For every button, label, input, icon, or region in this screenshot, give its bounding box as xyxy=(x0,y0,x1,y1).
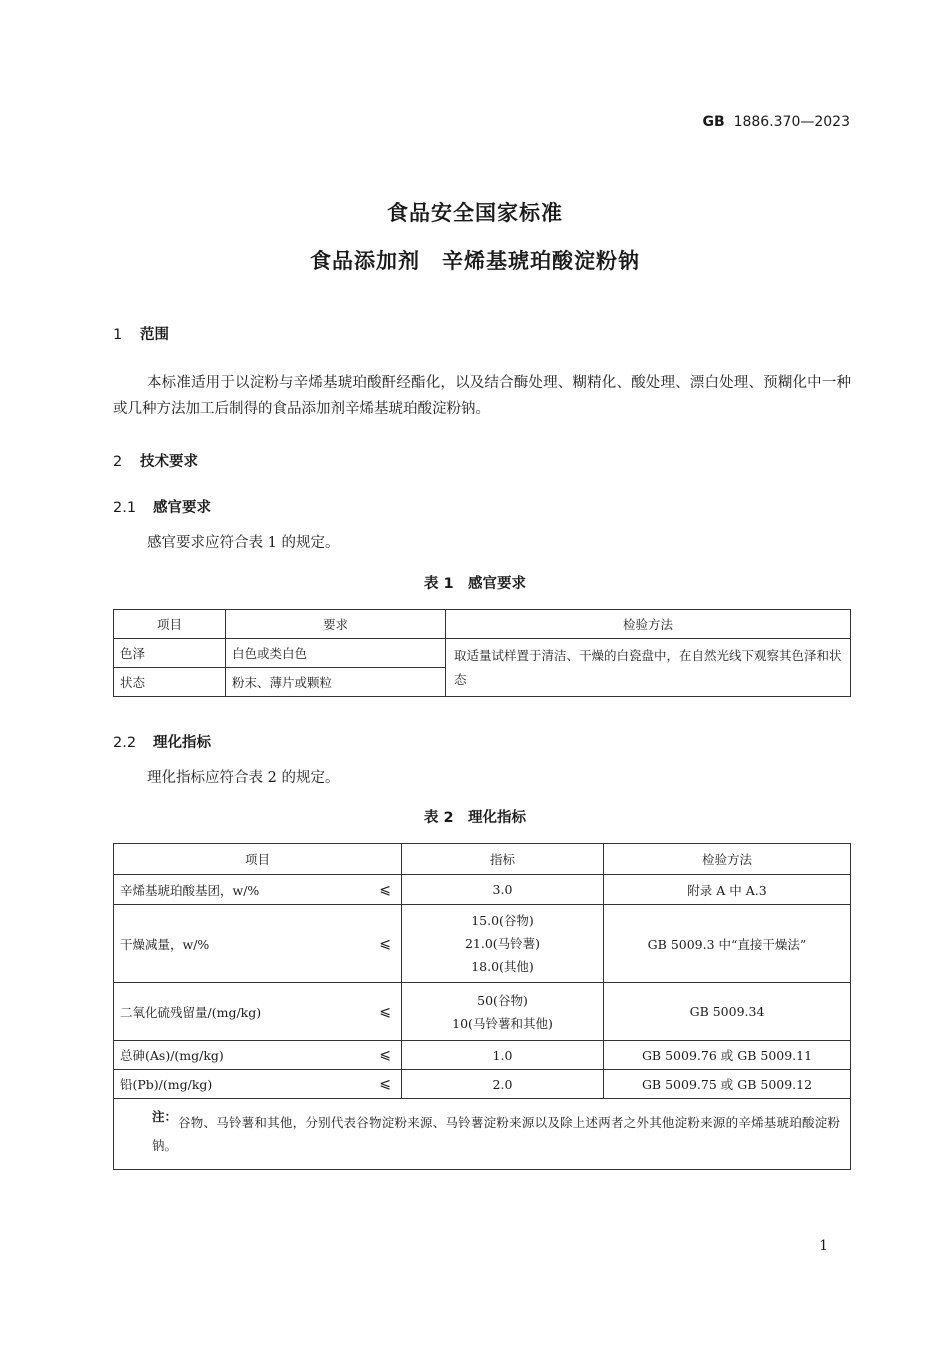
table-row xyxy=(114,639,851,668)
standard-prefix: GB xyxy=(702,114,725,130)
method-cell: GB 5009.76 或 GB 5009.11 xyxy=(604,1041,851,1070)
item-cell xyxy=(114,875,402,905)
less-equal-symbol: ⩽ xyxy=(379,935,391,952)
table-note-row xyxy=(114,1099,851,1170)
item-cell xyxy=(114,905,402,983)
section-title: 范围 xyxy=(140,327,169,343)
value-line: 15.0(谷物) xyxy=(471,913,534,928)
column-header: 要求 xyxy=(226,610,446,639)
value-line: 18.0(其他) xyxy=(471,959,534,974)
value-cell: 2.0 xyxy=(402,1070,604,1099)
section-2-heading xyxy=(113,450,198,471)
less-equal-symbol: ⩽ xyxy=(379,1003,391,1020)
table-row xyxy=(114,905,851,983)
note-label: 注： xyxy=(152,1109,178,1124)
section-2-2-heading xyxy=(113,731,211,752)
value-cell xyxy=(402,983,604,1041)
scope-paragraph: 本标准适用于以淀粉与辛烯基琥珀酸酐经酯化，以及结合酶处理、糊精化、酸处理、漂白处理、预糊化中一种或几种方法加工后制得的食品添加剂辛烯基琥珀酸淀粉钠。 xyxy=(113,375,851,417)
column-header: 检验方法 xyxy=(446,610,851,639)
less-equal-symbol: ⩽ xyxy=(379,881,391,898)
method-cell: 取适量试样置于清洁、干燥的白瓷盘中，在自然光线下观察其色泽和状态 xyxy=(446,639,851,697)
section-number: 2.1 xyxy=(113,500,137,516)
physicochemical-table xyxy=(113,843,851,1170)
value-cell: 1.0 xyxy=(402,1041,604,1070)
standard-number: 1886.370—2023 xyxy=(733,114,850,130)
physchem-paragraph: 理化指标应符合表 2 的规定。 xyxy=(147,770,340,786)
sensory-paragraph: 感官要求应符合表 1 的规定。 xyxy=(147,535,340,551)
requirement-cell: 白色或类白色 xyxy=(226,639,446,668)
table-header-row xyxy=(114,844,851,875)
value-line: 10(马铃薯和其他) xyxy=(452,1015,553,1031)
section-title: 理化指标 xyxy=(153,735,211,751)
table-header-row xyxy=(114,610,851,639)
section-number: 2.2 xyxy=(113,735,137,751)
column-header: 项目 xyxy=(114,844,402,875)
sensory-table xyxy=(113,609,851,697)
less-equal-symbol: ⩽ xyxy=(379,1047,391,1063)
item-label: 干燥减量，w/% xyxy=(120,936,210,952)
item-cell xyxy=(114,1070,402,1099)
table-note xyxy=(114,1099,851,1170)
method-cell: GB 5009.3 中“直接干燥法” xyxy=(604,905,851,983)
table-row xyxy=(114,1070,851,1099)
item-label: 铅(Pb)/(mg/kg) xyxy=(120,1077,213,1092)
column-header: 指标 xyxy=(402,844,604,875)
less-equal-symbol: ⩽ xyxy=(379,1076,391,1092)
table-2-caption: 表 2 理化指标 xyxy=(423,810,527,826)
note-text: 谷物、马铃薯和其他，分别代表谷物淀粉来源、马铃薯淀粉来源以及除上述两者之外其他淀粉来源的辛烯基琥珀酸淀粉钠。 xyxy=(152,1115,840,1153)
table-row xyxy=(114,1041,851,1070)
item-label: 辛烯基琥珀酸基团，w/% xyxy=(120,882,260,898)
section-title: 感官要求 xyxy=(153,500,211,516)
method-cell: GB 5009.75 或 GB 5009.12 xyxy=(604,1070,851,1099)
value-cell xyxy=(402,905,604,983)
column-header: 检验方法 xyxy=(604,844,851,875)
item-cell xyxy=(114,983,402,1041)
item-label: 二氧化硫残留量/(mg/kg) xyxy=(120,1004,262,1020)
table-row xyxy=(114,983,851,1041)
item-label: 总砷(As)/(mg/kg) xyxy=(120,1048,224,1063)
section-2-1-heading xyxy=(113,496,211,517)
section-number: 2 xyxy=(113,454,123,470)
item-cell: 状态 xyxy=(114,668,226,697)
table-1-caption: 表 1 感官要求 xyxy=(423,576,527,592)
requirement-cell: 粉末、薄片或颗粒 xyxy=(226,668,446,697)
section-number: 1 xyxy=(113,327,123,343)
section-title: 技术要求 xyxy=(140,454,198,470)
value-cell: 3.0 xyxy=(402,875,604,905)
item-cell: 色泽 xyxy=(114,639,226,668)
section-1-heading xyxy=(113,323,169,344)
standard-code xyxy=(702,114,850,130)
page-number: 1 xyxy=(819,1238,828,1254)
method-cell: 附录 A 中 A.3 xyxy=(604,875,851,905)
value-line: 21.0(马铃薯) xyxy=(464,936,541,951)
column-header: 项目 xyxy=(114,610,226,639)
method-cell: GB 5009.34 xyxy=(604,983,851,1041)
document-title: 食品安全国家标准 xyxy=(387,201,563,225)
table-row xyxy=(114,875,851,905)
document-subtitle: 食品添加剂 辛烯基琥珀酸淀粉钠 xyxy=(310,249,640,273)
item-cell xyxy=(114,1041,402,1070)
value-line: 50(谷物) xyxy=(477,992,528,1008)
